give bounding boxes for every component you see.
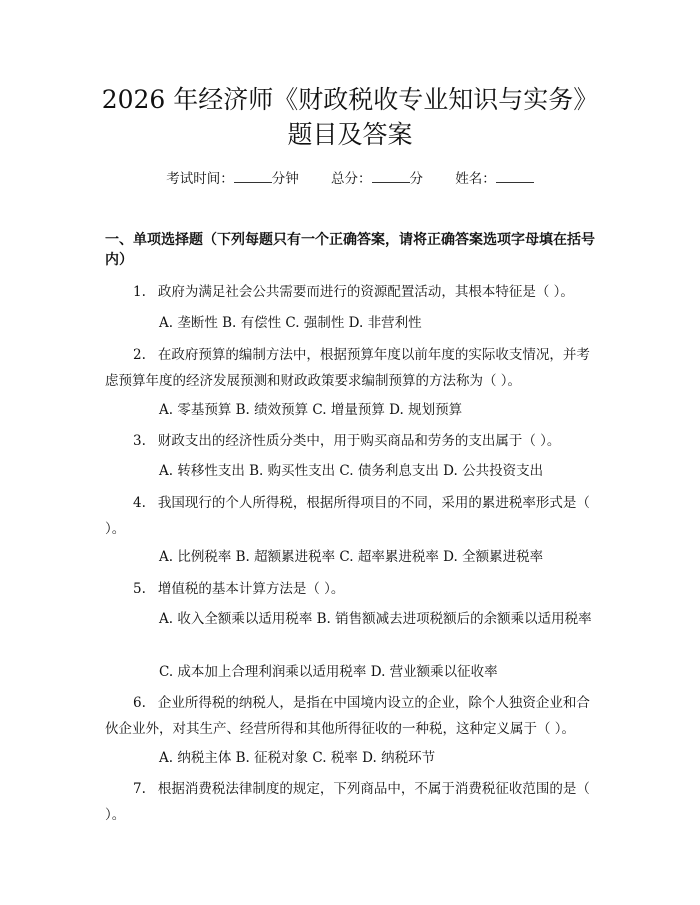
exam-time-field [166, 171, 303, 187]
question-3 [105, 428, 600, 454]
question-5-options-line-2 [105, 659, 600, 685]
total-score-blank [372, 168, 410, 183]
option-line: A. 转移性支出 B. 购买性支出 C. 债务利息支出 D. 公共投资支出 [159, 463, 544, 479]
question-6-options [105, 745, 600, 771]
section-heading: 一、单项选择题（下列每题只有一个正确答案，请将正确答案选项字母填在括号内） [105, 232, 595, 268]
document-title-line-1: 2026 年经济师《财政税收专业知识与实务》 [101, 85, 599, 114]
question-number: 5. [133, 581, 146, 597]
name-field [455, 171, 534, 187]
question-number: 6. [133, 695, 146, 711]
question-2-options [105, 397, 600, 423]
option-line: A. 零基预算 B. 绩效预算 C. 增量预算 D. 规划预算 [159, 402, 463, 418]
question-5 [105, 576, 600, 602]
question-5-options-line-1 [105, 606, 600, 632]
total-score-unit: 分 [409, 171, 423, 187]
question-2 [105, 342, 600, 394]
option-line: A. 纳税主体 B. 征税对象 C. 税率 D. 纳税环节 [159, 750, 436, 766]
question-7 [105, 776, 600, 828]
question-text: 政府为满足社会公共需要而进行的资源配置活动，其根本特征是（ ）。 [157, 284, 574, 300]
option-line: A. 比例税率 B. 超额累进税率 C. 超率累进税率 D. 全额累进税率 [159, 549, 544, 565]
exam-time-blank [234, 168, 272, 183]
question-text: 增值税的基本计算方法是（ ）。 [157, 581, 345, 597]
total-score-label: 总分： [331, 171, 372, 187]
question-text: 财政支出的经济性质分类中，用于购买商品和劳务的支出属于（ ）。 [157, 433, 561, 449]
option-line: A. 垄断性 B. 有偿性 C. 强制性 D. 非营利性 [159, 315, 422, 331]
question-4-options [105, 544, 600, 570]
question-number: 7. [133, 781, 146, 797]
name-label: 姓名： [455, 171, 496, 187]
exam-meta-line [0, 168, 700, 189]
question-4 [105, 490, 600, 542]
exam-time-label: 考试时间： [166, 171, 234, 187]
question-text: 我国现行的个人所得税，根据所得项目的不同，采用的累进税率形式是（ ）。 [105, 495, 590, 537]
total-score-field [331, 171, 427, 187]
question-1-options [105, 310, 600, 336]
option-line: A. 收入全额乘以适用税率 B. 销售额减去进项税额后的余额乘以适用税率 [159, 611, 592, 627]
question-text: 在政府预算的编制方法中，根据预算年度以前年度的实际收支情况，并考虑预算年度的经济发展预测和财政政策要求编制预算的方法称为（ ）。 [105, 347, 590, 389]
question-number: 2. [133, 347, 146, 363]
question-number: 3. [133, 433, 146, 449]
question-number: 4. [133, 495, 146, 511]
name-blank [496, 168, 534, 183]
exam-time-unit: 分钟 [271, 171, 299, 187]
option-line: C. 成本加上合理利润乘以适用税率 D. 营业额乘以征收率 [159, 664, 498, 680]
question-text: 根据消费税法律制度的规定，下列商品中，不属于消费税征收范围的是（ ）。 [105, 781, 590, 823]
question-6 [105, 690, 600, 742]
question-number: 1. [133, 284, 146, 300]
question-1 [105, 279, 600, 305]
question-text: 企业所得税的纳税人，是指在中国境内设立的企业，除个人独资企业和合伙企业外，对其生产、经营所得和其他所得征收的一种税，这种定义属于（ ）。 [105, 695, 590, 737]
document-title-line-2: 题目及答案 [287, 120, 413, 149]
question-3-options [105, 458, 600, 484]
